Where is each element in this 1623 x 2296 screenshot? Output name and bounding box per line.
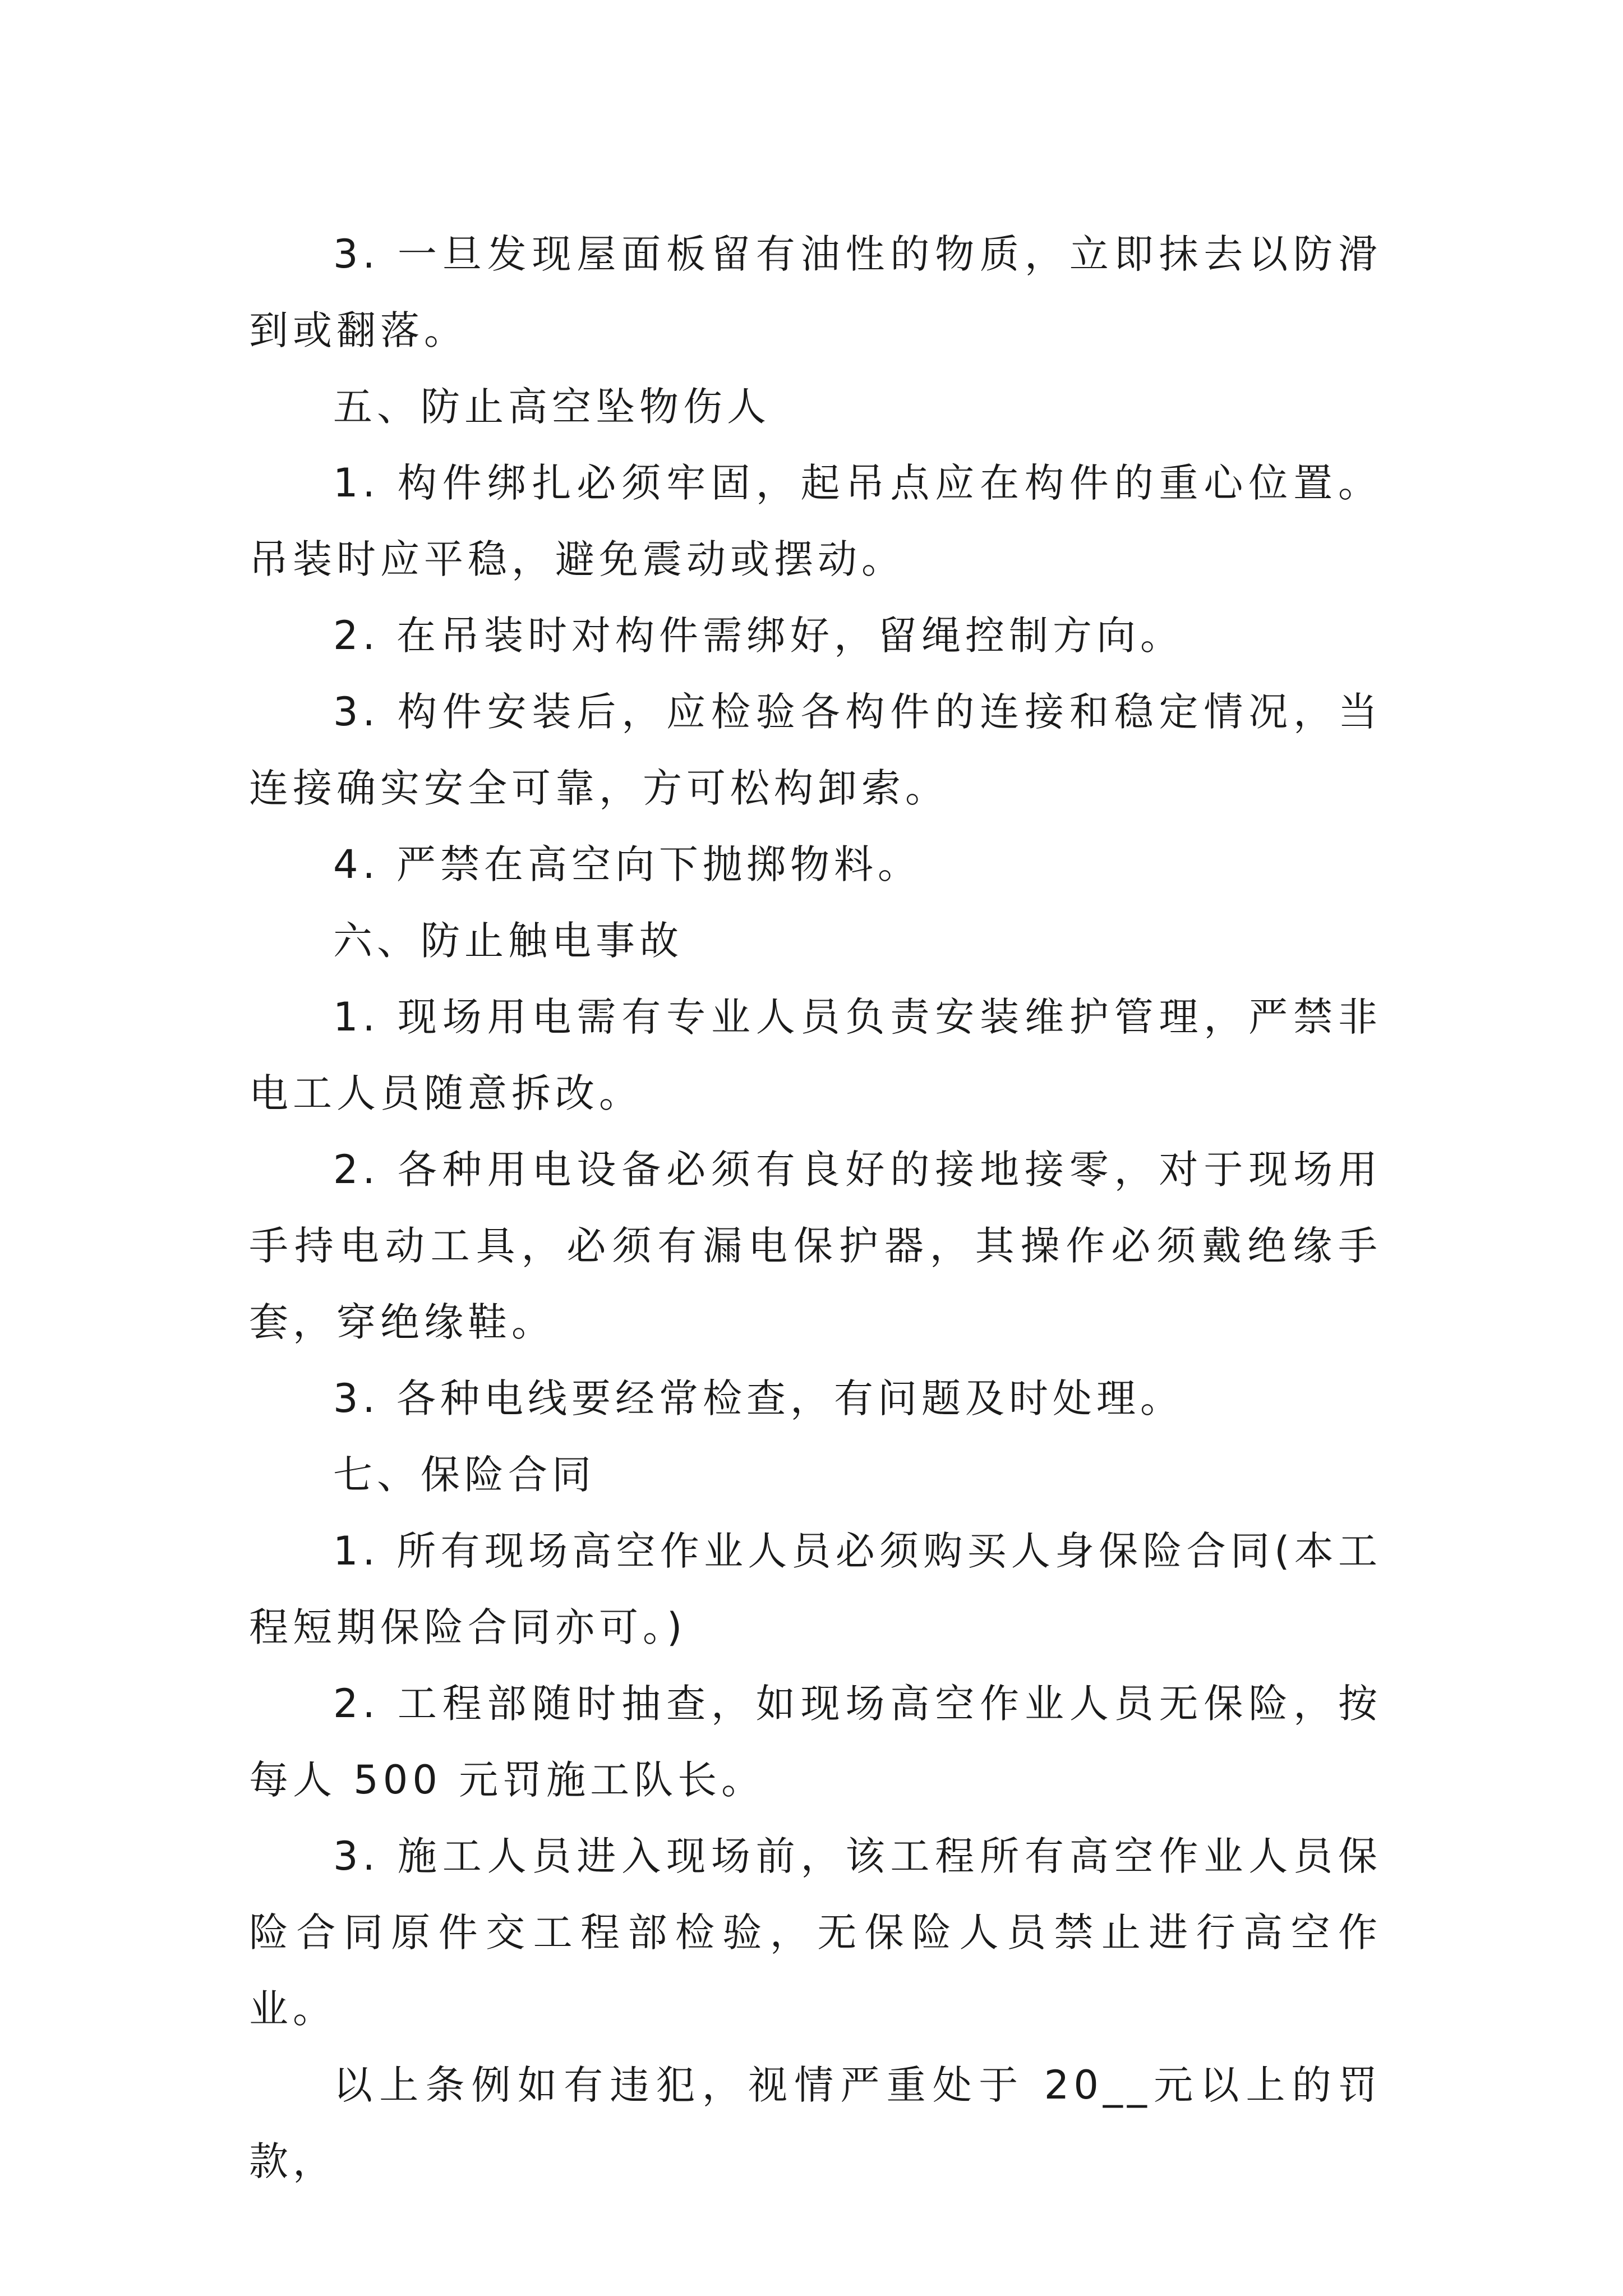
- section-heading: 七、保险合同: [333, 1452, 596, 1498]
- paragraph: 2. 工程部随时抽查，如现场高空作业人员无保险，按每人 500 元罚施工队长。: [249, 1681, 1382, 1803]
- section-heading: 五、防止高空坠物伤人: [333, 384, 771, 430]
- paragraph: 1. 所有现场高空作业人员必须购买人身保险合同(本工程短期保险合同亦可。): [249, 1528, 1382, 1650]
- paragraph: 3. 各种电线要经常检查，有问题及时处理。: [333, 1375, 1184, 1421]
- section-heading: 六、防止触电事故: [333, 918, 683, 964]
- paragraph: 以上条例如有违犯，视情严重处于 20__元以上的罚款，: [249, 2062, 1382, 2184]
- paragraph: 1. 现场用电需有专业人员负责安装维护管理，严禁非电工人员随意拆改。: [249, 994, 1382, 1116]
- paragraph: 2. 在吊装时对构件需绑好，留绳控制方向。: [333, 613, 1184, 659]
- paragraph: 3. 施工人员进入现场前，该工程所有高空作业人员保险合同原件交工程部检验，无保险人员禁止进行高空作业。: [249, 1833, 1382, 2032]
- paragraph: 4. 严禁在高空向下抛掷物料。: [333, 841, 922, 887]
- paragraph: 3. 构件安装后，应检验各构件的连接和稳定情况，当连接确实安全可靠，方可松构卸索。: [249, 689, 1382, 811]
- document-body: [249, 216, 1382, 2200]
- paragraph: 1. 构件绑扎必须牢固，起吊点应在构件的重心位置。吊装时应平稳，避免震动或摆动。: [249, 460, 1382, 582]
- paragraph: 3. 一旦发现屋面板留有油性的物质，立即抹去以防滑到或翻落。: [249, 231, 1382, 353]
- paragraph: 2. 各种用电设备必须有良好的接地接零，对于现场用手持电动工具，必须有漏电保护器，其操作必须戴绝缘手套，穿绝缘鞋。: [249, 1147, 1382, 1345]
